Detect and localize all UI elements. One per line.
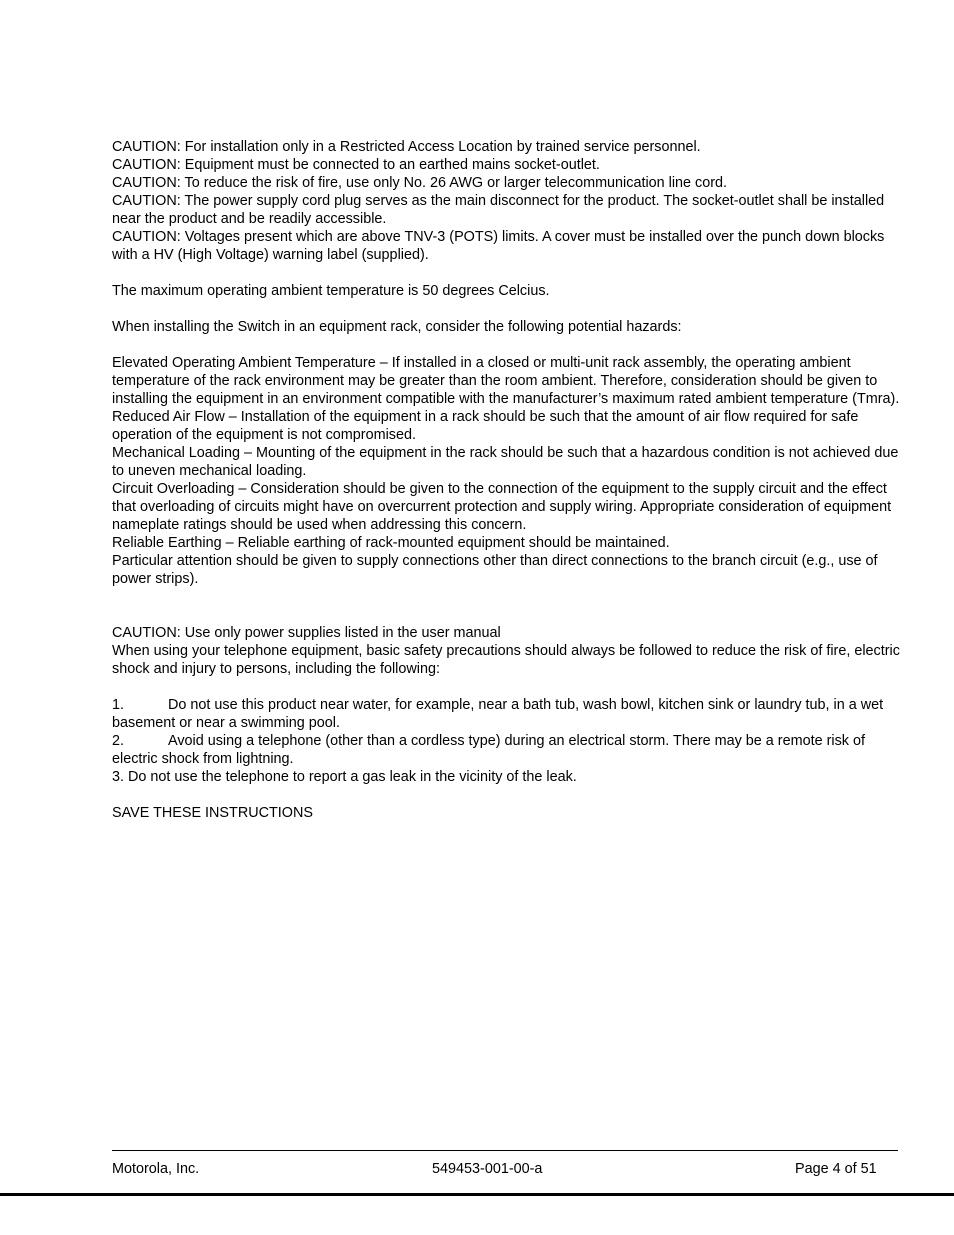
- spacer: [112, 588, 900, 624]
- hazard-list: [112, 354, 900, 588]
- item-number: 1.: [112, 697, 125, 713]
- caution-line-cord: CAUTION: To reduce the risk of fire, use only No. 26 AWG or larger telecommunication line cord.: [112, 175, 728, 191]
- footer-page-number: Page 4 of 51: [795, 1161, 877, 1177]
- spacer: [112, 336, 900, 354]
- item-text: Do not use this product near water, for example, near a bath tub, wash bowl, kitchen sink or laundry tub, in a wet basement or near a swimming pool.: [112, 697, 884, 731]
- caution-list: [112, 138, 900, 264]
- hazard-reliable-earthing: Reliable Earthing – Reliable earthing of rack-mounted equipment should be maintained.: [112, 535, 670, 551]
- footer-document-number: 549453-001-00-a: [432, 1161, 543, 1177]
- hazard-reduced-air-flow: Reduced Air Flow – Installation of the equipment in a rack should be such that the amount of air flow required for safe operation of the equipment is not compromised.: [112, 409, 859, 443]
- save-instructions-note: SAVE THESE INSTRUCTIONS: [112, 805, 313, 821]
- safety-item: [112, 696, 900, 732]
- power-supply-caution: CAUTION: Use only power supplies listed in the user manual: [112, 625, 501, 641]
- spacer: [112, 264, 900, 282]
- hazard-supply-connections: Particular attention should be given to supply connections other than direct connections to the branch circuit (e.g., use of power strips).: [112, 553, 878, 587]
- max-temperature-note: The maximum operating ambient temperature is 50 degrees Celcius.: [112, 283, 550, 299]
- item-number: 2.: [112, 733, 125, 749]
- telephone-safety-intro: When using your telephone equipment, basic safety precautions should always be followed to reduce the risk of fire, electric shock and injury to persons, including the following:: [112, 643, 900, 677]
- hazard-mechanical-loading: Mechanical Loading – Mounting of the equipment in the rack should be such that a hazardous condition is not achieved due to uneven mechanical loading.: [112, 445, 899, 479]
- spacer: [112, 786, 900, 804]
- safety-item: [112, 732, 900, 768]
- item-text: Avoid using a telephone (other than a cordless type) during an electrical storm. There may be a remote risk of electric shock from lightning.: [112, 733, 865, 767]
- document-body: [112, 138, 900, 822]
- caution-restricted-access: CAUTION: For installation only in a Restricted Access Location by trained service personnel.: [112, 139, 701, 155]
- caution-main-disconnect: CAUTION: The power supply cord plug serves as the main disconnect for the product. The socket-outlet shall be installed near the product and be readily accessible.: [112, 193, 885, 227]
- footer-company: Motorola, Inc.: [112, 1161, 200, 1177]
- safety-instruction-list: [112, 696, 900, 786]
- bottom-border: [0, 1193, 954, 1196]
- safety-item: 3. Do not use the telephone to report a gas leak in the vicinity of the leak.: [112, 769, 577, 785]
- rack-hazards-intro: When installing the Switch in an equipment rack, consider the following potential hazards:: [112, 319, 682, 335]
- caution-earthed-outlet: CAUTION: Equipment must be connected to an earthed mains socket-outlet.: [112, 157, 600, 173]
- footer-divider: [112, 1150, 898, 1151]
- hazard-circuit-overloading: Circuit Overloading – Consideration should be given to the connection of the equipment to the supply circuit and the effect that overloading of circuits might have on overcurrent protection and supply wiring. Appropriate consideration of equipment nameplate ratings should be used when addressing this concern.: [112, 481, 892, 533]
- hazard-elevated-temperature: Elevated Operating Ambient Temperature – If installed in a closed or multi-unit rack assembly, the operating ambient temperature of the rack environment may be greater than the room ambient. Therefore, consideration should be given to installing the equipment in an environment compatible with the manufacturer’s maximum rated ambient temperature (Tmra).: [112, 355, 900, 407]
- spacer: [112, 300, 900, 318]
- spacer: [112, 678, 900, 696]
- caution-tnv3-voltage: CAUTION: Voltages present which are above TNV-3 (POTS) limits. A cover must be installed over the punch down blocks with a HV (High Voltage) warning label (supplied).: [112, 229, 885, 263]
